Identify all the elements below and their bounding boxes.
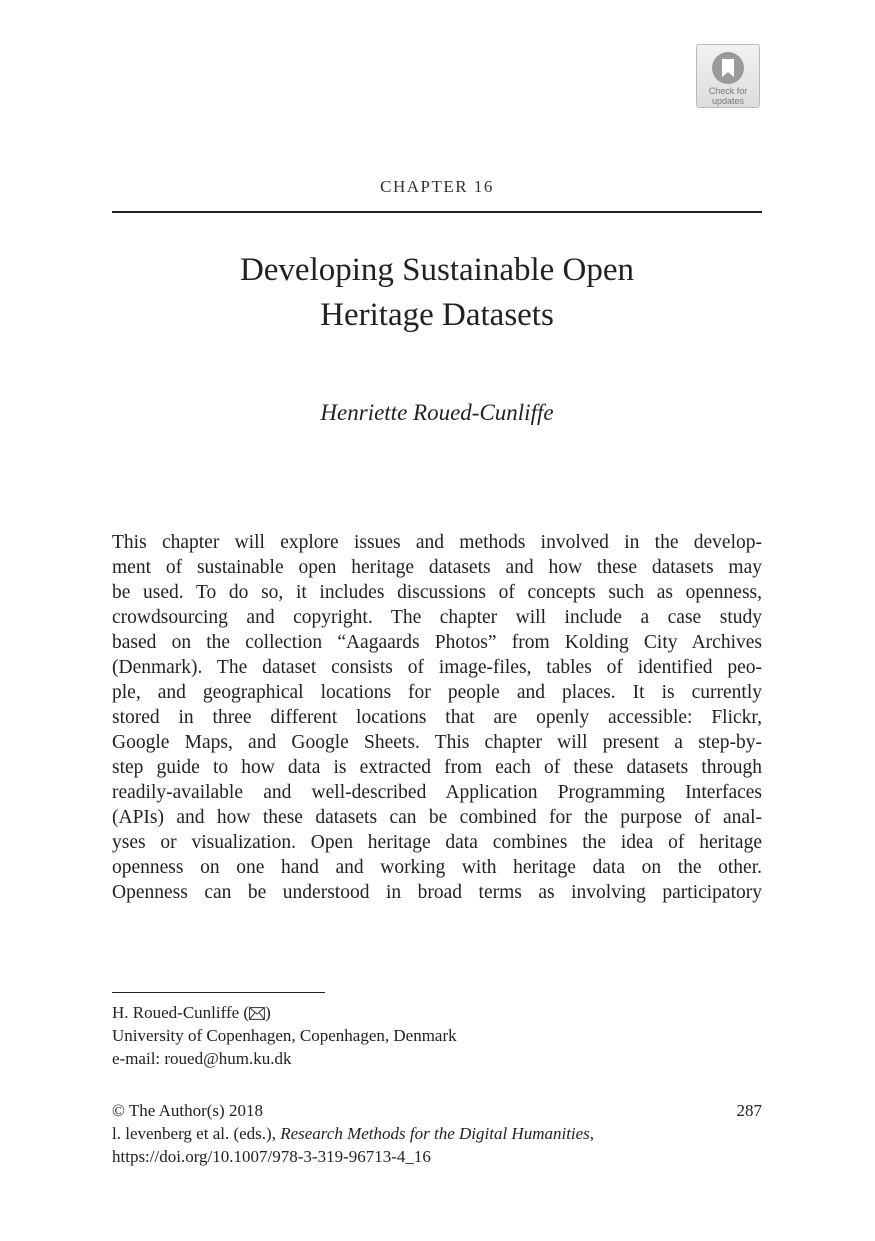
- title-line-1: Developing Sustainable Open: [239, 252, 635, 288]
- page-number: 287: [736, 1101, 762, 1120]
- doi-link[interactable]: https://doi.org/10.1007/978-3-319-96713-4_16: [112, 1147, 431, 1166]
- affiliation-name-line: H. Roued-Cunliffe ( ): [112, 1003, 271, 1022]
- abstract-line: (APIs) and how these datasets can be combined for the purpose of anal-: [112, 807, 762, 828]
- abstract: [112, 530, 762, 905]
- affiliation-institution: University of Copenhagen, Copenhagen, Denmark: [112, 1026, 457, 1045]
- abstract-line: yses or visualization. Open heritage data combines the idea of heritage: [112, 832, 762, 853]
- citation-line: l. levenberg et al. (eds.), Research Methods for the Digital Humanities,: [112, 1124, 595, 1143]
- book-title: Research Methods for the Digital Humanities: [280, 1124, 590, 1143]
- abstract-line: be used. To do so, it includes discussions of concepts such as openness,: [112, 582, 762, 603]
- abstract-line: step guide to how data is extracted from each of these datasets through: [112, 757, 762, 778]
- envelope-icon[interactable]: [249, 1007, 265, 1020]
- abstract-line: Openness can be understood in broad terms as involving participatory: [112, 882, 762, 903]
- badge-text: Check for updates: [708, 86, 748, 106]
- footnote-rule: [112, 992, 325, 993]
- abstract-line: based on the collection “Aagaards Photos” from Kolding City Archives: [112, 632, 762, 653]
- copyright-line: © The Author(s) 2018: [112, 1101, 263, 1120]
- abstract-line: (Denmark). The dataset consists of image-files, tables of identified peo-: [112, 657, 762, 678]
- abstract-line: readily-available and well-described Application Programming Interfaces: [112, 782, 762, 803]
- abstract-line: ple, and geographical locations for people and places. It is currently: [112, 682, 762, 703]
- author-name: Henriette Roued-Cunliffe: [320, 400, 554, 425]
- affiliation-email[interactable]: e-mail: roued@hum.ku.dk: [112, 1049, 292, 1068]
- abstract-line: stored in three different locations that are openly accessible: Flickr,: [112, 707, 762, 728]
- abstract-line: This chapter will explore issues and methods involved in the develop-: [112, 532, 762, 553]
- chapter-title: [112, 248, 762, 338]
- check-for-updates-badge[interactable]: [696, 44, 760, 108]
- abstract-line: ment of sustainable open heritage datasets and how these datasets may: [112, 557, 762, 578]
- abstract-line: Google Maps, and Google Sheets. This chapter will present a step-by-: [112, 732, 762, 753]
- copyright-block: [112, 1099, 762, 1168]
- chapter-rule: [112, 211, 762, 213]
- bookmark-icon: [709, 51, 747, 85]
- author-affiliation: [112, 1001, 712, 1070]
- abstract-line: openness on one hand and working with heritage data on the other.: [112, 857, 762, 878]
- chapter-label: CHAPTER 16: [380, 177, 494, 196]
- abstract-line: crowdsourcing and copyright. The chapter will include a case study: [112, 607, 762, 628]
- title-line-2: Heritage Datasets: [320, 297, 554, 333]
